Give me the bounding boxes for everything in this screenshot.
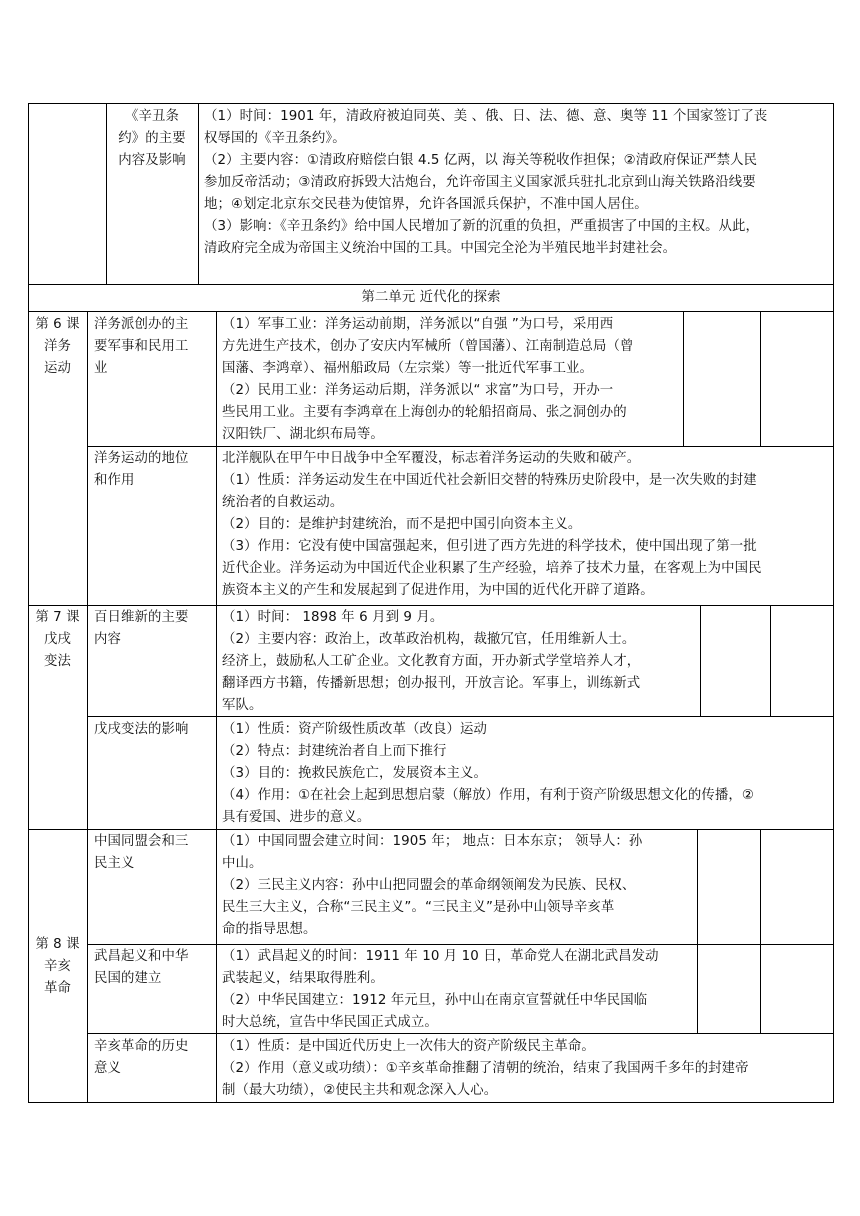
divider — [28, 829, 834, 830]
divider — [760, 311, 761, 446]
lesson-6-label: 第 6 课 洋务 运动 — [35, 317, 80, 376]
content-cell: （1）武昌起义的时间：1911 年 10 月 10 日，革命党人在湖北武昌发动 武装起义，结果取得胜利。 （2）中华民国建立：1912 年元旦，孙中山在南京宣誓就任中华民国临 时大总统，宣告中华民国正式成立。 — [222, 949, 659, 1030]
content-cell: （1）中国同盟会建立时间：1905 年； 地点：日本东京； 领导人：孙 中山。 （2）三民主义内容：孙中山把同盟会的革命纲领阐发为民族、民权、 民生三大主义，合称“三民主义”。“三民主义”是孙中山领导辛亥革 命的指导思想。 — [222, 834, 643, 937]
divider — [770, 605, 771, 716]
content-cell: 北洋舰队在甲午中日战争中全军覆没，标志着洋务运动的失败和破产。 （1）性质：洋务运动发生在中国近代社会新旧交替的特殊历史阶段中，是一次失败的封建 统治者的自救运动。 （2）目的：是维护封建统治，而不是把中国引向资本主义。 （3）作用：它没有使中国富强起来，但引进了西方先进的科学技术，使中国出现了第一批 近代企业。洋务运动为中国近代企业积累了生产经验，培养了技术力量，在客观上为中国民 族资本主义的产生和发展起到了促进作用，为中国的近代化开辟了道路。 — [222, 451, 762, 598]
topic-cell: 百日维新的主要 内容 — [94, 610, 189, 647]
content-cell: （1）性质：是中国近代历史上一次伟大的资产阶级民主革命。 （2）作用（意义或功绩）：①辛亥革命推翻了清朝的统治，结束了我国两千多年的封建帝 制（最大功绩），②使民主共和观念深入人心。 — [222, 1039, 749, 1098]
divider — [683, 311, 684, 446]
topic-cell: 戊戌变法的影响 — [94, 722, 189, 737]
divider — [87, 944, 834, 945]
content-cell: （1）时间： 1898 年 6 月到 9 月。 （2）主要内容：政治上，改革政治机构，裁撤冗官，任用维新人士。 经济上，鼓励私人工矿企业。文化教育方面，开办新式学堂培养人才， 翻译西方书籍，传播新思想；创办报刊，开放言论。军事上，训练新式 军队。 — [222, 610, 641, 713]
content-cell: （1）性质：资产阶级性质改革（改良）运动 （2）特点：封建统治者自上而下推行 （3）目的：挽救民族危亡，发展资本主义。 （4）作用：①在社会上起到思想启蒙（解放）作用，有利于资产阶级思想文化的传播，② 具有爱国、进步的意义。 — [222, 722, 754, 825]
divider — [28, 605, 834, 606]
lesson-7-label: 第 7 课 戊戌 变法 — [35, 610, 80, 669]
divider — [697, 829, 698, 1033]
topic-cell: 辛亥革命的历史 意义 — [94, 1039, 189, 1076]
content-cell: （1）军事工业：洋务运动前期，洋务派以“自强 ”为口号，采用西 方先进生产技术，创办了安庆内军械所（曾国藩）、江南制造总局（曾 国藩、李鸿章）、福州船政局（左宗棠）等一批近代军事工业。 （2）民用工业：洋务运动后期，洋务派以“ 求富”为口号，开办一 些民用工业。主要有李鸿章在上海创办的轮船招商局、张之洞创办的 汉阳铁厂、湖北织布局等。 — [222, 317, 634, 442]
divider — [216, 311, 217, 1103]
divider — [760, 829, 761, 1033]
topic-cell: 武昌起义和中华 民国的建立 — [94, 949, 189, 986]
topic-cell: 洋务运动的地位 和作用 — [94, 451, 189, 488]
divider — [700, 605, 701, 716]
topic-cell: 洋务派创办的主 要军事和民用工 业 — [94, 317, 189, 376]
topic-cell: 中国同盟会和三 民主义 — [94, 834, 189, 871]
content-cell: （1）时间：1901 年，清政府被迫同英、美 、俄、日、法、德、意、奥等 11 个国家签订了丧 权辱国的《辛丑条约》。 （2）主要内容：①清政府赔偿白银 4.5 亿两，以 海关等税收作担保；②清政府保证严禁人民 参加反帝活动；③清政府拆毁大沽炮台，允许帝国主义国家派兵驻扎北京到山海关铁路沿线要 地；④划定北京东交民巷为使馆界，允许各国派兵保护，不准中国人居住。 （3）影响：《辛丑条约》给中国人民增加了新的沉重的负担，严重损害了中国的主权。从此， 清政府完全成为帝国主义统治中国的工具。中国完全沦为半殖民地半封建社会。 — [204, 109, 768, 256]
divider — [87, 446, 834, 447]
topic-cell: 《辛丑条 约》的主要 内容及影响 — [118, 109, 186, 168]
divider — [106, 103, 107, 285]
divider — [87, 311, 88, 1103]
unit-title: 第二单元 近代化的探索 — [361, 290, 501, 305]
divider — [198, 103, 199, 285]
lesson-8-label: 第 8 课 辛亥 革命 — [35, 937, 80, 996]
